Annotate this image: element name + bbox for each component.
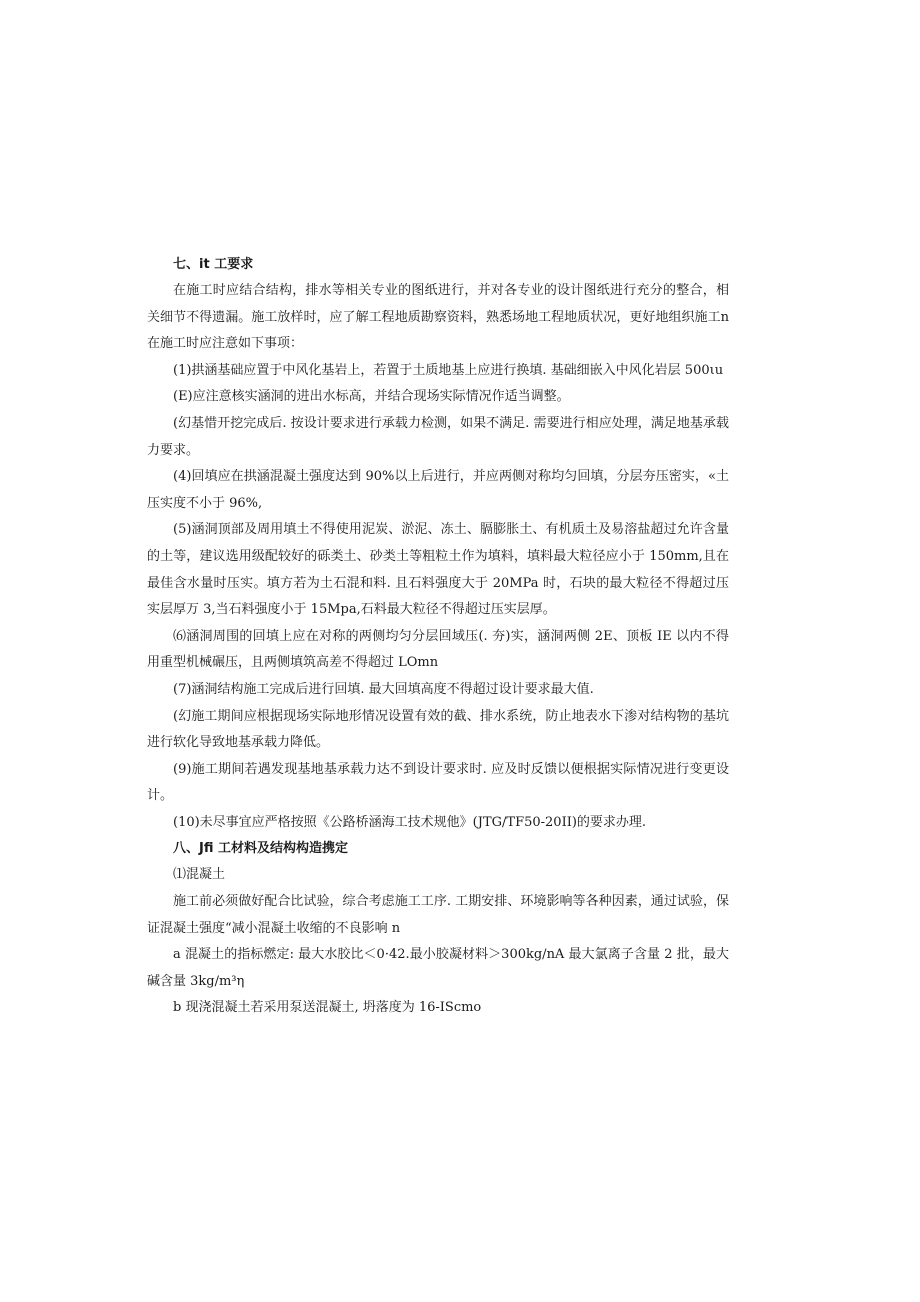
section-7-item-2: (E)应注意核实涵洞的进出水标高，并结合现场实际情况作适当调整。	[173, 389, 570, 405]
section-8-item-a: a 混凝土的指标燃定: 最大水胶比＜0·42.最小胶凝材料＞300kg/nA 最大氯离子含量 2 批，最大碱含量 3kg∕m³η	[147, 947, 729, 989]
section-8-intro: 施工前必须做好配合比试验，综合考虑施工工序. 工期安排、环境影响等各种因素，通过试验，保证混凝土强度“减小混凝土收缩的不良影响 n	[147, 894, 729, 936]
section-8-subheading-concrete: ⑴混凝土	[173, 867, 226, 883]
section-7-item-9: (9)施工期间若遇发现基地基承载力达不到设计要求时. 应及时反馈以便根据实际情况进行变更设计。	[147, 761, 729, 804]
section-7-item-8: (幻施工期间应根据现场实际地形情况设置有效的截、排水系统，防止地表水下渗对结构物的基坑进行软化导致地基承载力降低。	[147, 708, 729, 751]
section-7-item-5: (5)涵洞顶部及周用填土不得使用泥炭、淤泥、冻土、膈膨胀土、有机质土及易溶盐超过允许含量的土等，建议选用级配较好的砾类土、砂类土等粗粒土作为填料，填料最大粒径应小于 150mm,且在最佳含水量时压实。填方若为土石混和料. 且石料强度大于 20MPa 时，石块的最大粒径不得超过压实层厚万 3,当石料强度小于 15Mpa,石料最大粒径不得超过压实层厚。	[147, 522, 729, 618]
section-7-heading: 七、it 工要求	[173, 257, 254, 272]
section-7-item-6: ⑹涵洞周围的回填上应在对称的两侧均匀分层回域压(. 夯)实，涵洞两侧 2E、顶板 IE 以内不得用重型机械碾压，且两侧填筑高差不得超过 LOmn	[147, 628, 729, 671]
section-7-item-10: (10)未尽事宜应严格按照《公路桥涵海工技术规他》(JTG/TF50-20II)的要求办理.	[173, 814, 647, 830]
section-7-item-3: (幻基惜开挖完成后. 按设计要求进行承载力检测，如果不满足. 需要进行相应处理，满足地基承载力要求。	[147, 415, 729, 458]
section-8-item-b: b 现浇混凝土若采用泵送混凝土, 坍落度为 16-IScmo	[173, 1000, 482, 1016]
section-7-item-1: (1)拱涵基础应置于中风化基岩上，若置于土质地基上应进行换填. 基础细嵌入中风化岩层 500ιu	[173, 362, 724, 378]
section-8-heading: 八、Jfi 工材料及结构构造携定	[173, 841, 348, 857]
document-page	[147, 252, 729, 1022]
section-7-item-7: (7)涵洞结构施工完成后进行回填. 最大回填高度不得超过设计要求最大值.	[173, 681, 594, 697]
section-7-item-4: (4)回填应在拱涵混凝土强度达到 90%以上后进行，并应两侧对称均匀回填，分层夯压密实，«土压实度不小于 96%,	[147, 469, 729, 511]
section-7-intro: 在施工时应结合结构，排水等相关专业的图纸进行，并对各专业的设计图纸进行充分的整合，相关细节不得遗漏。施工放样时，应了解工程地质勘察资料，熟悉场地工程地质状况，更好地组织施工n 在施工时应注意如下事项：	[147, 283, 729, 352]
